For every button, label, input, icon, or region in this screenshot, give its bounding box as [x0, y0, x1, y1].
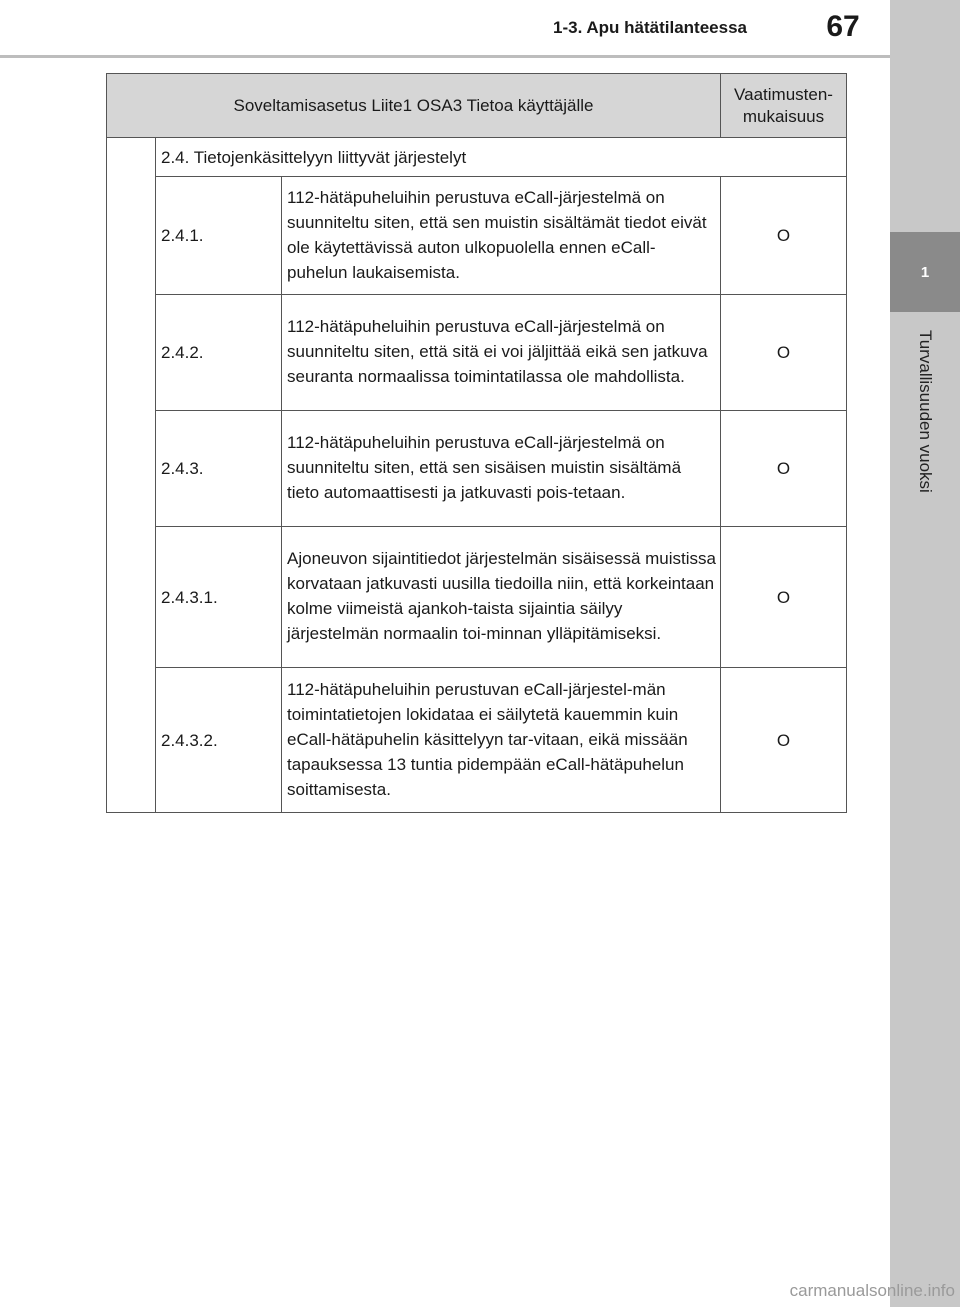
- chapter-tab[interactable]: [890, 232, 960, 312]
- row-text: 112-hätäpuheluihin perustuva eCall-järjestelmä on suunniteltu siten, että sitä ei voi jäljittää eikä sen jatkuva seuranta normaalissa toimintatilassa ole mahdollista.: [282, 295, 721, 411]
- chapter-number: 1: [920, 263, 930, 281]
- table-row: [107, 295, 847, 411]
- side-band: [890, 0, 960, 1307]
- table-row: [107, 668, 847, 813]
- section-row: [107, 138, 847, 177]
- row-compliance: O: [721, 295, 847, 411]
- page-number: 67: [826, 10, 860, 43]
- section-heading: 2.4. Tietojenkäsittelyyn liittyvät järjestelyt: [156, 138, 847, 177]
- table-row: [107, 411, 847, 527]
- row-number: 2.4.2.: [156, 295, 282, 411]
- row-compliance: O: [721, 411, 847, 527]
- row-number: 2.4.1.: [156, 177, 282, 295]
- row-text: 112-hätäpuheluihin perustuva eCall-järjestelmä on suunniteltu siten, että sen muistin sisältämät tiedot eivät ole käytettävissä auton ulkopuolella ennen eCall-puhelun laukaisemista.: [282, 177, 721, 295]
- table-header-row: [107, 74, 847, 138]
- row-text: 112-hätäpuheluihin perustuva eCall-järjestelmä on suunniteltu siten, että sen sisäisen muistin sisältämä tieto automaattisesti ja jatkuvasti pois-tetaan.: [282, 411, 721, 527]
- header-compliance-text: Vaatimusten- mukaisuus: [734, 84, 833, 126]
- row-number: 2.4.3.2.: [156, 668, 282, 813]
- indent-cell: [107, 138, 156, 813]
- chapter-label: Turvallisuuden vuoksi: [916, 330, 935, 493]
- watermark: carmanualsonline.info: [789, 1281, 955, 1300]
- row-compliance: O: [721, 527, 847, 668]
- table-row: [107, 527, 847, 668]
- requirements-table: [106, 73, 847, 813]
- table-row: [107, 177, 847, 295]
- row-number: 2.4.3.: [156, 411, 282, 527]
- header-divider: [0, 55, 890, 58]
- row-compliance: O: [721, 177, 847, 295]
- header-compliance: [721, 74, 847, 138]
- row-text: 112-hätäpuheluihin perustuvan eCall-järjestel-män toimintatietojen lokidataa ei säilytetä kauemmin kuin eCall-hätäpuhelin käsittelyyn tar-vitaan, eikä missään tapauksessa 13 tuntia pidempään eCall-hätäpuhelun soittamisesta.: [282, 668, 721, 813]
- row-number: 2.4.3.1.: [156, 527, 282, 668]
- section-title: 1-3. Apu hätätilanteessa: [553, 18, 747, 37]
- row-text: Ajoneuvon sijaintitiedot järjestelmän sisäisessä muistissa korvataan jatkuvasti uusilla tiedoilla niin, että korkeintaan kolme viimeistä ajankoh-taista sijaintia säilyy järjestelmän normaalin toi-minnan ylläpitämiseksi.: [282, 527, 721, 668]
- header-regulation: Soveltamisasetus Liite1 OSA3 Tietoa käyttäjälle: [107, 74, 721, 138]
- row-compliance: O: [721, 668, 847, 813]
